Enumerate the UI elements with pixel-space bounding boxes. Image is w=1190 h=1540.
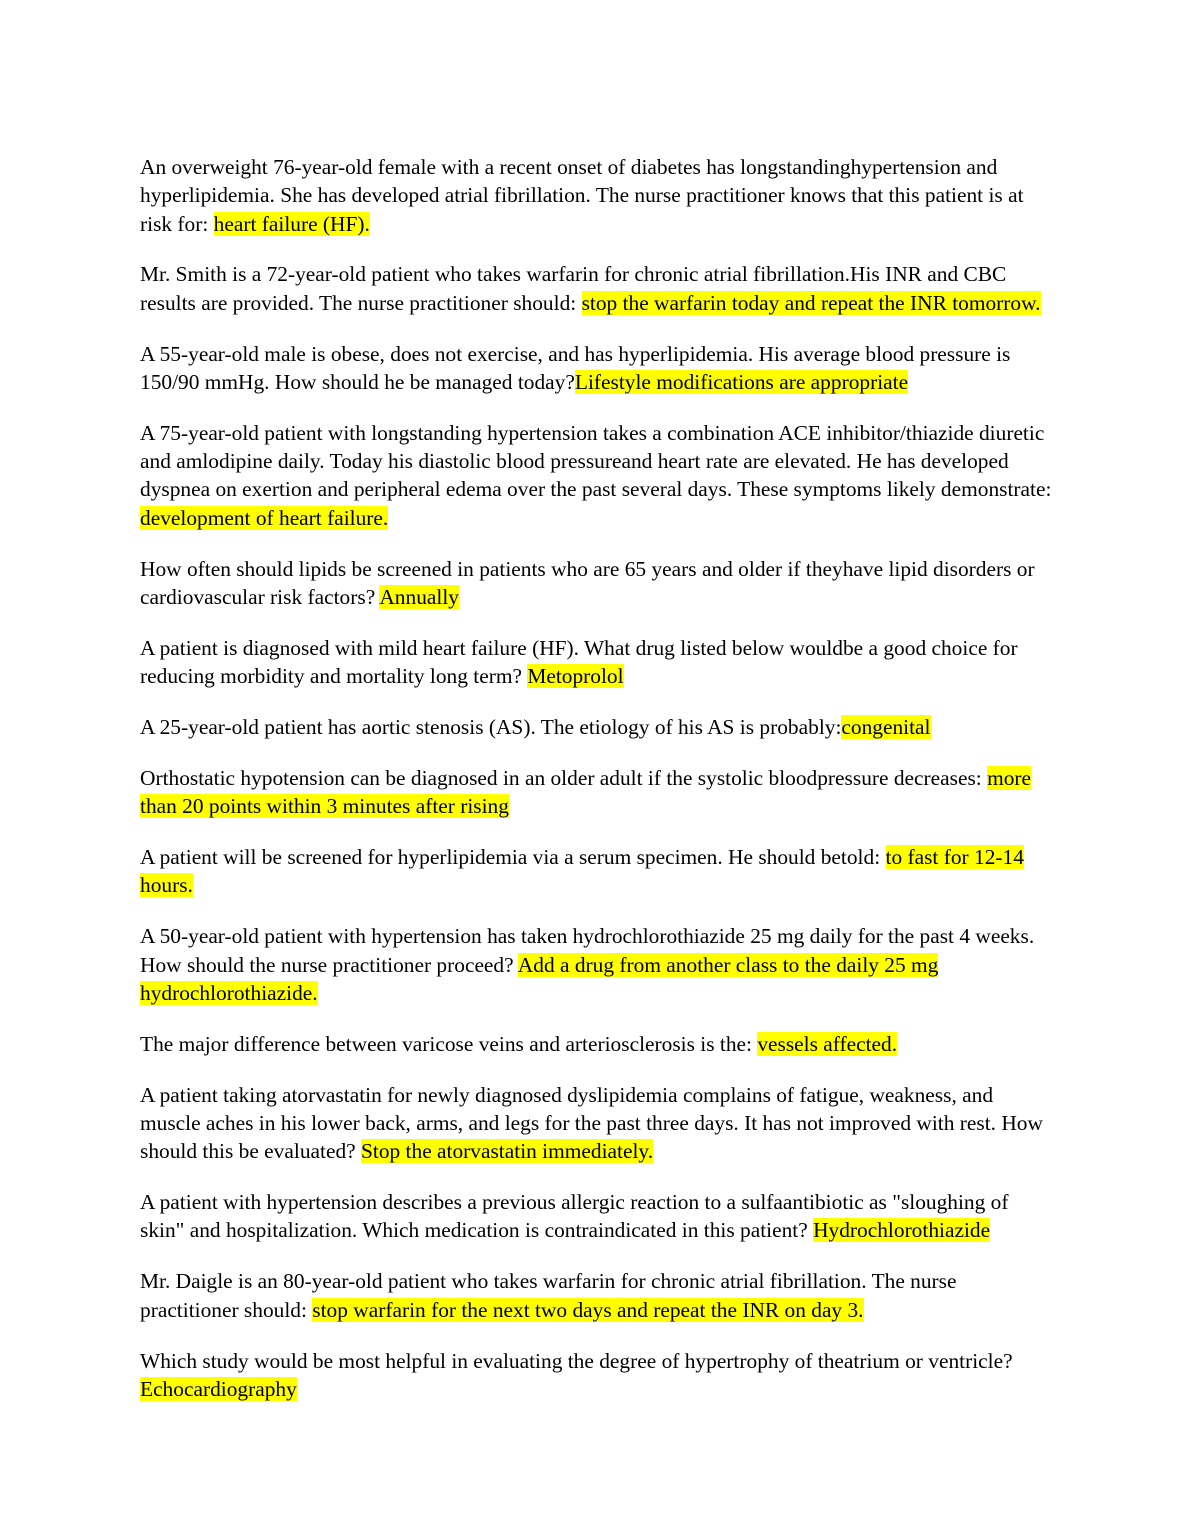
highlighted-answer: congenital (841, 715, 931, 740)
qa-item-10 (140, 922, 1052, 1007)
question-text: How often should lipids be screened in patients who are 65 years and older if theyhave lipid disorders or cardiovascular risk factors? (140, 556, 1035, 609)
highlighted-answer: Annually (379, 584, 459, 609)
highlighted-answer: stop warfarin for the next two days and repeat the INR on day 3. (312, 1297, 864, 1322)
qa-item-15 (140, 1347, 1052, 1404)
question-text: A patient with hypertension describes a previous allergic reaction to a sulfaantibiotic as "sloughing of skin" and hospitalization. Which medication is contraindicated in this patient? (140, 1190, 1009, 1243)
highlighted-answer: Metoprolol (527, 664, 624, 689)
question-text: Orthostatic hypotension can be diagnosed in an older adult if the systolic bloodpressure decreases: (140, 765, 988, 790)
qa-item-12 (140, 1081, 1052, 1166)
question-text: A 50-year-old patient with hypertension has taken hydrochlorothiazide 25 mg daily for the past 4 weeks. How should the nurse practitioner proceed? (140, 924, 1035, 977)
question-text: A patient is diagnosed with mild heart failure (HF). What drug listed below wouldbe a good choice for reducing morbidity and mortality long term? (140, 635, 1018, 689)
question-text: An overweight 76-year-old female with a recent onset of diabetes has longstandinghypertension and hyperlipidemia. She has developed atrial fibrillation. The nurse practitioner knows that this patient is at risk for: (140, 155, 1024, 236)
highlighted-answer: heart failure (HF). (213, 211, 370, 236)
highlighted-answer: stop the warfarin today and repeat the INR tomorrow. (581, 290, 1041, 315)
highlighted-answer: Lifestyle modifications are appropriate (574, 369, 909, 394)
qa-item-9 (140, 843, 1052, 900)
highlighted-answer: Stop the atorvastatin immediately. (360, 1139, 654, 1164)
qa-item-11 (140, 1030, 1052, 1058)
question-text: The major difference between varicose veins and arteriosclerosis is the: (140, 1031, 758, 1056)
document-body (140, 153, 1052, 1426)
qa-item-5 (140, 555, 1052, 612)
qa-item-8 (140, 764, 1052, 821)
question-text: Mr. Daigle is an 80-year-old patient who takes warfarin for chronic atrial fibrillation. The nurse practitioner should: (140, 1269, 957, 1322)
qa-item-4 (140, 419, 1052, 532)
qa-item-2 (140, 260, 1052, 317)
highlighted-answer: development of heart failure. (140, 505, 389, 530)
highlighted-answer: Echocardiography (140, 1376, 297, 1401)
highlighted-answer: more than 20 points within 3 minutes after rising (140, 765, 1032, 819)
question-text: A 25-year-old patient has aortic stenosis (AS). The etiology of his AS is probably: (140, 715, 842, 740)
question-text: Mr. Smith is a 72-year-old patient who takes warfarin for chronic atrial fibrillation.His INR and CBC results are provided. The nurse practitioner should: (140, 262, 1007, 315)
qa-item-1 (140, 153, 1052, 238)
qa-item-6 (140, 634, 1052, 691)
question-text: A 75-year-old patient with longstanding hypertension takes a combination ACE inhibitor/thiazide diuretic and amlodipine daily. Today his diastolic blood pressureand heart rate are elevated. He has developed dyspnea on exertion and peripheral edema over the past several days. These symptoms likely demonstrate: (140, 420, 1052, 502)
highlighted-answer: Hydrochlorothiazide (813, 1218, 991, 1243)
question-text: A patient will be screened for hyperlipidemia via a serum specimen. He should betold: (140, 845, 886, 870)
question-text: A patient taking atorvastatin for newly diagnosed dyslipidemia complains of fatigue, weakness, and muscle aches in his lower back, arms, and legs for the past three days. It has not improved with rest. How should this be evaluated? (140, 1082, 1043, 1164)
question-text: A 55-year-old male is obese, does not exercise, and has hyperlipidemia. His average blood pressure is 150/90 mmHg. How should he be managed today? (140, 341, 1011, 394)
qa-item-13 (140, 1188, 1052, 1245)
qa-item-3 (140, 340, 1052, 397)
qa-item-7 (140, 713, 1052, 741)
highlighted-answer: Add a drug from another class to the daily 25 mg hydrochlorothiazide. (140, 952, 939, 1005)
highlighted-answer: vessels affected. (757, 1031, 898, 1056)
qa-item-14 (140, 1267, 1052, 1324)
highlighted-answer: to fast for 12-14 hours. (140, 845, 1024, 898)
question-text: Which study would be most helpful in evaluating the degree of hypertrophy of theatrium or ventricle? (140, 1348, 1013, 1373)
